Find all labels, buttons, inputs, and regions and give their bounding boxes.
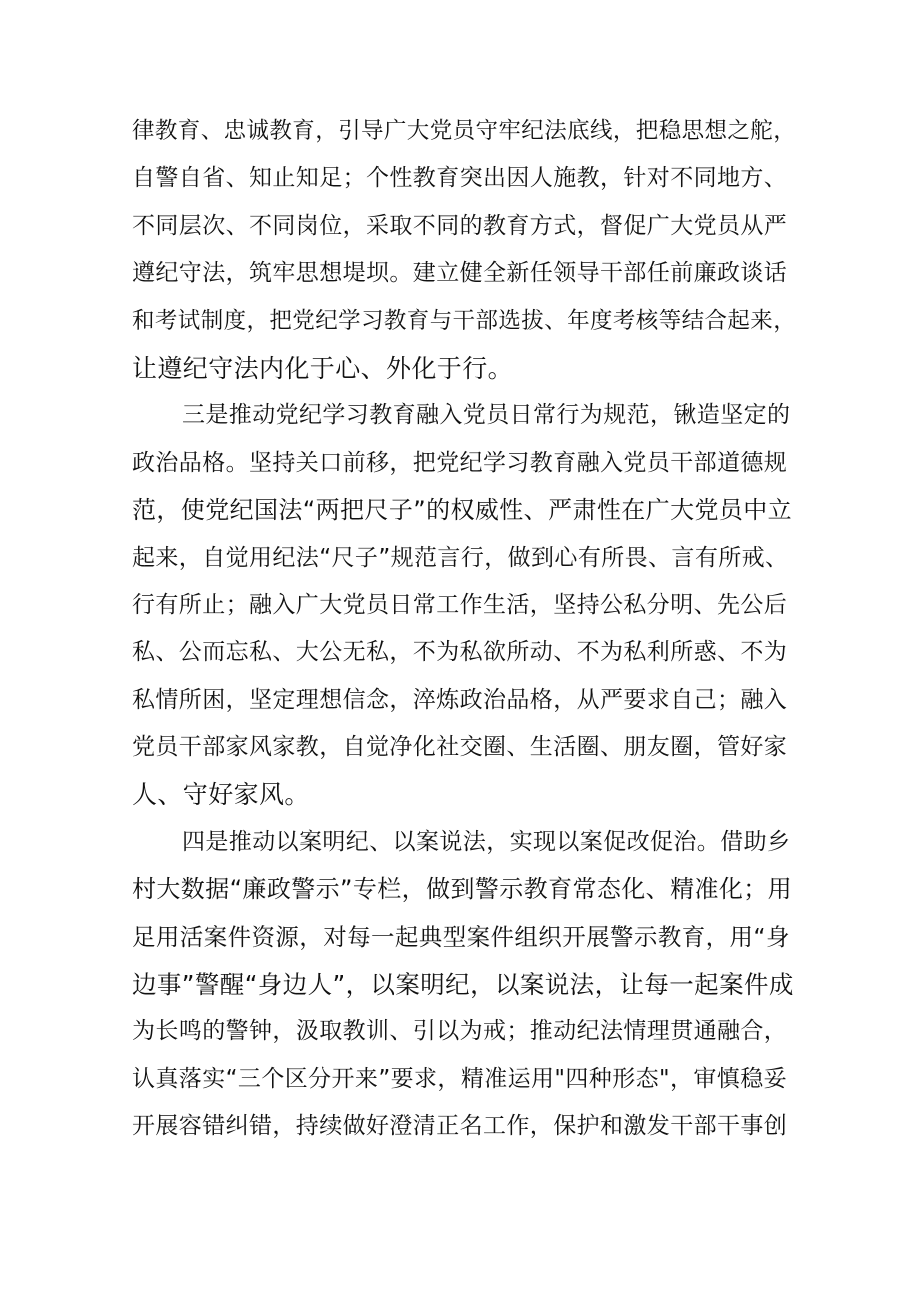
paragraph-3-first-line: 三是推动党纪学习教育融入党员日常行为规范，锹造坚定的 bbox=[182, 402, 791, 429]
text-line-15: 人、守好家风。 bbox=[132, 780, 310, 810]
text-line-1: 律教育、忠诚教育，引导广大党员守牢纪法底线，把稳思想之舵， bbox=[132, 118, 797, 144]
text-line-19: 边事”警醒“身边人”，以案明纪，以案说法，让每一起案件成 bbox=[132, 970, 794, 1000]
document-body bbox=[132, 108, 800, 1151]
text-line-18: 足用活案件资源，对每一起典型案件组织开展警示教育，用“身 bbox=[132, 922, 790, 951]
text-line-20: 为长鸣的警钟，汲取教训、引以为戒；推动纪法情理贯通融合， bbox=[132, 1018, 788, 1045]
text-line-17: 村大数据“廉政警示”专栏，做到警示教育常态化、精准化；用 bbox=[132, 875, 793, 904]
paragraph-4-first-line: 四是推动以案明纪、以案说法，实现以案促改促治。借助乡 bbox=[182, 828, 791, 855]
text-line-2: 自警自省、知止知足；个性教育突出因人施教，针对不同地方、 bbox=[132, 165, 788, 192]
text-line-4: 遵纪守法，筑牢思想堤坝。建立健全新任领导干部任前廉政谈话 bbox=[132, 260, 788, 287]
text-line-6: 让遵纪守法内化于心、外化于行。 bbox=[132, 353, 514, 383]
text-line-12: 私、公而忘私、大公无私，不为私欲所动、不为私利所惑、不为 bbox=[132, 639, 788, 666]
text-line-5: 和考试制度，把党纪学习教育与干部选拔、年度考核等结合起来， bbox=[132, 307, 797, 334]
text-line-22: 开展容错纠错，持续做好澄清正名工作，保护和激发干部干事创 bbox=[132, 1113, 788, 1140]
text-line-21: 认真落实“三个区分开来”要求，精准运用"四种形态"，审慎稳妥 bbox=[132, 1065, 787, 1092]
text-line-8: 政治品格。坚持关口前移，把党纪学习教育融入党员干部道德规 bbox=[132, 449, 788, 476]
text-line-10: 起来，自觉用纪法“尺子”规范言行，做到心有所畏、言有所戒、 bbox=[132, 544, 789, 571]
text-line-11: 行有所止；融入广大党员日常工作生活，坚持公私分明、先公后 bbox=[132, 591, 788, 618]
text-line-13: 私情所困，坚定理想信念，淬炼政治品格，从严要求自己；融入 bbox=[132, 686, 788, 713]
text-line-9: 范，使党纪国法“两把尺子”的权威性、严肃性在广大党员中立 bbox=[132, 496, 793, 525]
text-line-3: 不同层次、不同岗位，采取不同的教育方式，督促广大党员从严 bbox=[132, 212, 788, 239]
text-line-14: 党员干部家风家教，自觉净化社交圈、生活圈、朋友圈，管好家 bbox=[132, 734, 788, 761]
